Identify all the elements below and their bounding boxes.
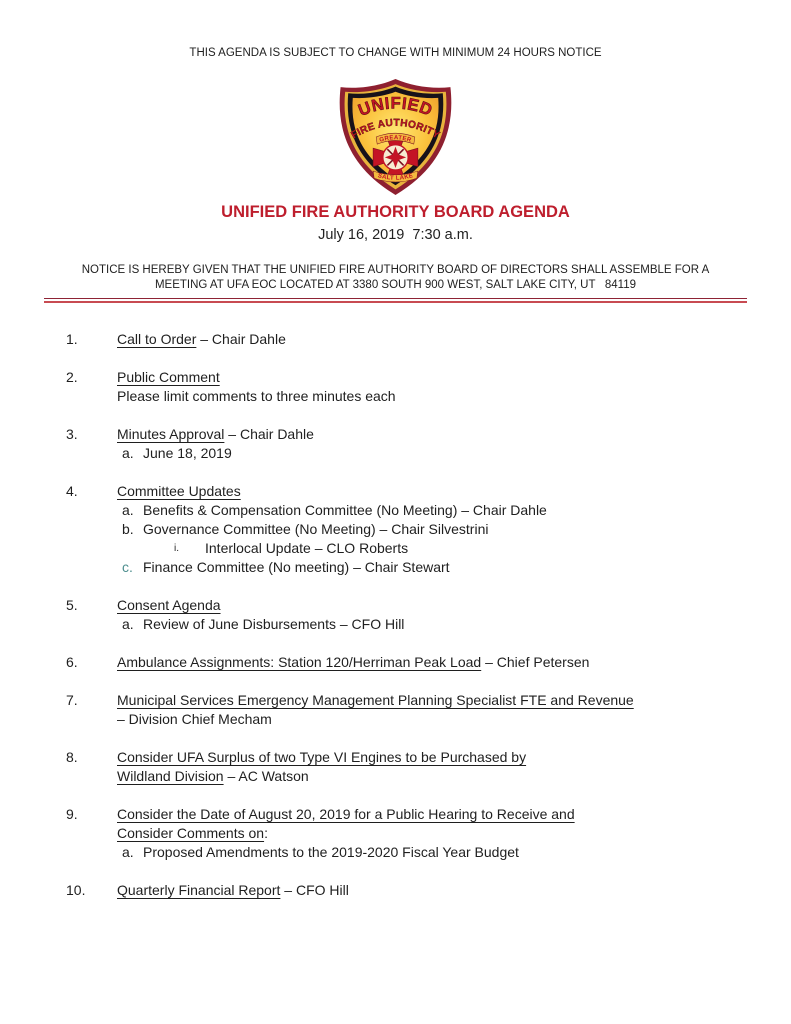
- agenda-line: [117, 748, 747, 767]
- text-segment: :: [264, 825, 268, 841]
- text-segment: – Chief Petersen: [481, 654, 590, 670]
- badge-text-fire-authority: FIRE AUTHORITY: [349, 117, 442, 142]
- agenda-item: [66, 653, 747, 672]
- document-title: UNIFIED FIRE AUTHORITY BOARD AGENDA: [221, 203, 570, 221]
- agenda-line: [117, 710, 747, 729]
- agenda-list: [66, 330, 747, 919]
- text-segment: Benefits & Compensation Committee (No Meeting) – Chair Dahle: [143, 502, 547, 518]
- text-segment: – CFO Hill: [280, 882, 349, 898]
- agenda-line: [143, 501, 747, 520]
- agenda-line: [143, 520, 747, 539]
- agenda-line: [117, 425, 747, 444]
- subitem-body: [143, 520, 747, 558]
- agenda-item-body: [117, 748, 747, 786]
- text-segment: June 18, 2019: [143, 445, 232, 461]
- badge-text-greater: GREATER: [378, 134, 413, 144]
- text-segment: Wildland Division: [117, 768, 224, 784]
- subitem-marker: c.: [122, 559, 133, 575]
- subitem-body: [143, 843, 747, 862]
- agenda-line: [117, 596, 747, 615]
- agenda-item-number: 1.: [66, 331, 78, 347]
- agenda-item-body: [117, 881, 747, 900]
- agenda-line: [117, 881, 747, 900]
- text-segment: Ambulance Assignments: Station 120/Herriman Peak Load: [117, 654, 482, 670]
- red-divider-rule: [44, 298, 747, 303]
- agenda-item-number: 8.: [66, 749, 78, 765]
- change-notice: THIS AGENDA IS SUBJECT TO CHANGE WITH MINIMUM 24 HOURS NOTICE: [189, 47, 602, 59]
- agenda-item-body: [117, 805, 747, 862]
- text-segment: Quarterly Financial Report: [117, 882, 281, 898]
- text-segment: – Chair Dahle: [196, 331, 286, 347]
- subitem-marker: a.: [122, 616, 134, 632]
- agenda-subitem: [122, 501, 747, 520]
- agenda-item: [66, 881, 747, 900]
- badge-text-salt-lake: SALT LAKE: [377, 172, 414, 182]
- agenda-line: [117, 767, 747, 786]
- agenda-line: [143, 843, 747, 862]
- text-segment: Minutes Approval: [117, 426, 225, 442]
- text-segment: Municipal Services Emergency Management Planning Specialist FTE and Revenue: [117, 692, 634, 708]
- agenda-line: [117, 368, 747, 387]
- subitem-body: [143, 558, 747, 577]
- agenda-subitem: [122, 444, 747, 463]
- text-segment: Committee Updates: [117, 483, 241, 499]
- subitem-marker: b.: [122, 521, 134, 537]
- agenda-subitem: [122, 843, 747, 862]
- agenda-item: [66, 330, 747, 349]
- text-segment: Consider UFA Surplus of two Type VI Engines to be Purchased by: [117, 749, 527, 765]
- agenda-subitem: [122, 615, 747, 634]
- text-segment: Call to Order: [117, 331, 197, 347]
- agenda-line: [117, 482, 747, 501]
- agenda-item-number: 7.: [66, 692, 78, 708]
- text-segment: Review of June Disbursements – CFO Hill: [143, 616, 405, 632]
- ufa-badge-logo: [334, 77, 457, 197]
- text-segment: Governance Committee (No Meeting) – Chair Silvestrini: [143, 521, 489, 537]
- text-segment: Finance Committee (No meeting) – Chair Stewart: [143, 559, 450, 575]
- subitem-marker: a.: [122, 445, 134, 461]
- agenda-item: [66, 425, 747, 463]
- subitem-body: [205, 539, 747, 558]
- agenda-item-number: 4.: [66, 483, 78, 499]
- subitem-marker: a.: [122, 502, 134, 518]
- text-segment: Consider Comments on: [117, 825, 265, 841]
- agenda-item: [66, 482, 747, 577]
- agenda-line: [117, 805, 747, 824]
- agenda-line: [117, 691, 747, 710]
- agenda-line: [117, 330, 747, 349]
- agenda-item-body: [117, 425, 747, 463]
- agenda-item-body: [117, 596, 747, 634]
- agenda-subitem: [122, 520, 747, 558]
- agenda-item-body: [117, 482, 747, 577]
- agenda-item-number: 6.: [66, 654, 78, 670]
- assembly-notice-line1: NOTICE IS HEREBY GIVEN THAT THE UNIFIED FIRE AUTHORITY BOARD OF DIRECTORS SHALL ASSEMBLE FOR A: [81, 264, 710, 276]
- agenda-item-body: [117, 691, 747, 729]
- agenda-item-number: 2.: [66, 369, 78, 385]
- agenda-item: [66, 368, 747, 406]
- agenda-item-number: 10.: [66, 882, 86, 898]
- text-segment: Proposed Amendments to the 2019-2020 Fiscal Year Budget: [143, 844, 519, 860]
- subitem-body: [143, 501, 747, 520]
- agenda-subitem: [172, 539, 747, 558]
- subitem-marker: i.: [174, 543, 179, 554]
- text-segment: – Division Chief Mecham: [117, 711, 272, 727]
- subitem-body: [143, 615, 747, 634]
- agenda-line: [205, 539, 747, 558]
- text-segment: – AC Watson: [223, 768, 309, 784]
- agenda-item: [66, 805, 747, 862]
- agenda-line: [117, 387, 747, 406]
- agenda-item-number: 3.: [66, 426, 78, 442]
- agenda-line: [117, 653, 747, 672]
- agenda-item-number: 5.: [66, 597, 78, 613]
- agenda-item: [66, 596, 747, 634]
- agenda-line: [117, 824, 747, 843]
- text-segment: Please limit comments to three minutes each: [117, 388, 396, 404]
- text-segment: – Chair Dahle: [224, 426, 314, 442]
- agenda-item: [66, 748, 747, 786]
- meeting-datetime: July 16, 2019 7:30 a.m.: [318, 227, 473, 243]
- agenda-line: [143, 444, 747, 463]
- agenda-line: [143, 615, 747, 634]
- subitem-marker: a.: [122, 844, 134, 860]
- agenda-item-body: [117, 330, 747, 349]
- text-segment: Consider the Date of August 20, 2019 for a Public Hearing to Receive and: [117, 806, 575, 822]
- subitem-body: [143, 444, 747, 463]
- agenda-item-body: [117, 653, 747, 672]
- agenda-subitem: [122, 558, 747, 577]
- agenda-line: [143, 558, 747, 577]
- assembly-notice-line2: MEETING AT UFA EOC LOCATED AT 3380 SOUTH 900 WEST, SALT LAKE CITY, UT 84119: [154, 279, 637, 291]
- agenda-item-number: 9.: [66, 806, 78, 822]
- agenda-item: [66, 691, 747, 729]
- text-segment: Interlocal Update – CLO Roberts: [205, 540, 409, 556]
- text-segment: Public Comment: [117, 369, 220, 385]
- badge-text-unified: UNIFIED: [355, 93, 436, 120]
- agenda-item-body: [117, 368, 747, 406]
- text-segment: Consent Agenda: [117, 597, 221, 613]
